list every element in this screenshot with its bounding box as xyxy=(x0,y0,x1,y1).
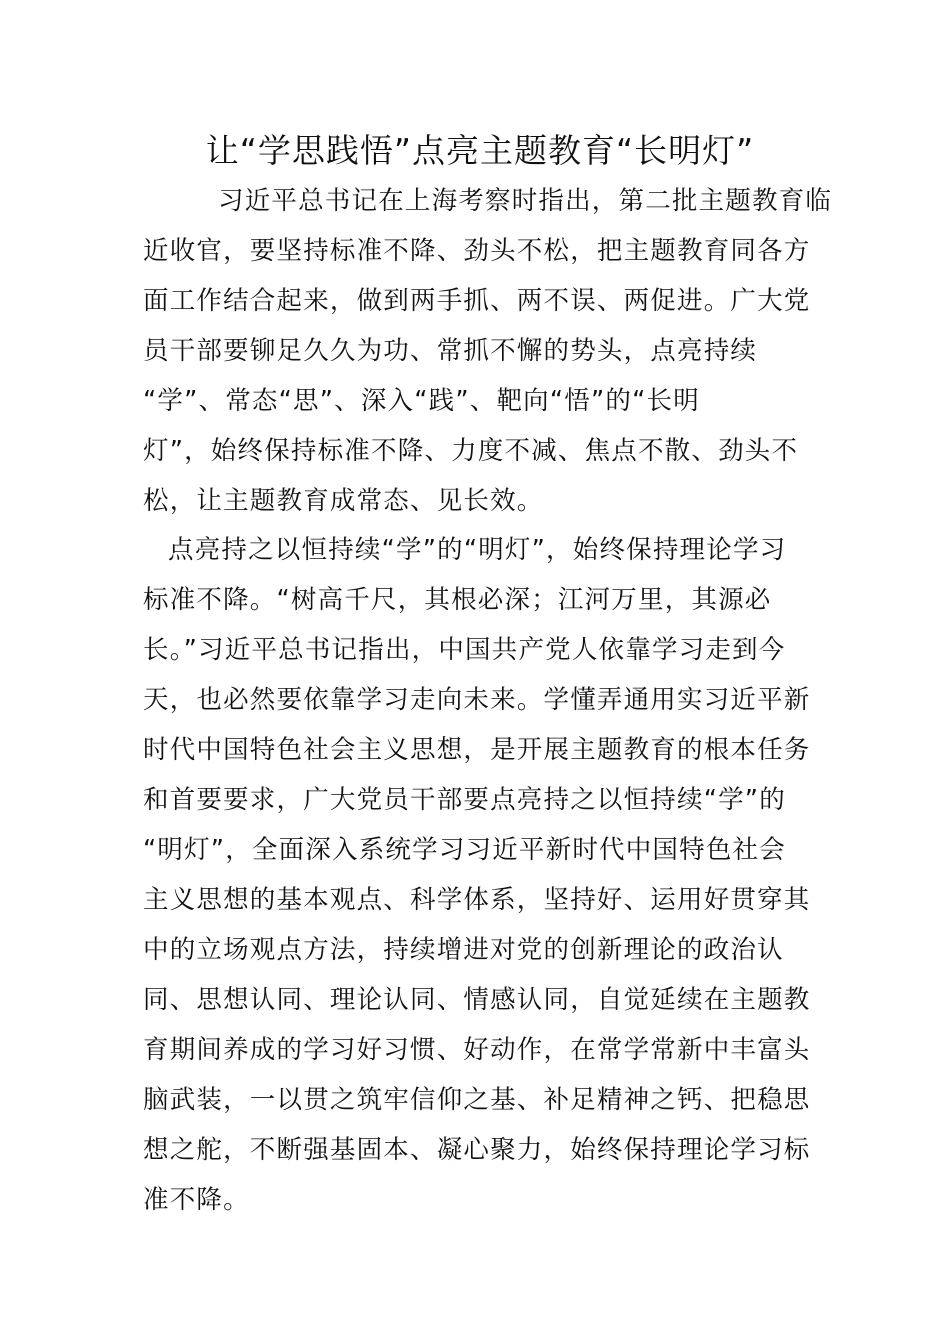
paragraph-line: 天，也必然要依靠学习走向未来。学懂弄通用实习近平新 xyxy=(143,685,811,715)
paragraph-line: 员干部要铆足久久为功、常抓不懈的势头，点亮持续 xyxy=(143,336,758,366)
paragraph-line: “学”、常态“思”、深入“践”、靶向“悟”的“长明 xyxy=(143,386,700,416)
paragraph-line: 中的立场观点方法，持续增进对党的创新理论的政治认 xyxy=(143,935,784,965)
paragraph-line: 长。”习近平总书记指出，中国共产党人依靠学习走到今 xyxy=(143,635,786,665)
paragraph-line: “明灯”，全面深入系统学习习近平新时代中国特色社会 xyxy=(143,835,786,865)
paragraph-line: 准不降。 xyxy=(143,1185,250,1215)
paragraph-line: 育期间养成的学习好习惯、好动作，在常学常新中丰富头 xyxy=(143,1035,811,1065)
paragraph-line: 标准不降。“树高千尺，其根必深；江河万里，其源必 xyxy=(143,585,772,615)
paragraph-1 xyxy=(143,176,833,526)
paragraph-line: 想之舵，不断强基固本、凝心聚力，始终保持理论学习标 xyxy=(143,1135,811,1165)
paragraph-line: 习近平总书记在上海考察时指出，第二批主题教育临 xyxy=(218,186,833,216)
paragraph-line: 主义思想的基本观点、科学体系，坚持好、运用好贯穿其 xyxy=(143,885,811,915)
paragraph-line: 松，让主题教育成常态、见长效。 xyxy=(143,486,544,516)
paragraph-line: 面工作结合起来，做到两手抓、两不误、两促进。广大党 xyxy=(143,286,811,316)
paragraph-line: 时代中国特色社会主义思想，是开展主题教育的根本任务 xyxy=(143,735,811,765)
paragraph-line: 和首要要求，广大党员干部要点亮持之以恒持续“学”的 xyxy=(143,785,786,815)
paragraph-line: 灯”，始终保持标准不降、力度不减、焦点不散、劲头不 xyxy=(143,436,799,466)
paragraph-2 xyxy=(143,525,813,1225)
paragraph-line: 同、思想认同、理论认同、情感认同，自觉延续在主题教 xyxy=(143,985,811,1015)
document-title: 让“学思践悟”点亮主题教育“长明灯” xyxy=(205,131,755,170)
paragraph-line: 近收官，要坚持标准不降、劲头不松，把主题教育同各方 xyxy=(143,236,811,266)
paragraph-line: 脑武装，一以贯之筑牢信仰之基、补足精神之钙、把稳思 xyxy=(143,1085,811,1115)
paragraph-line: 点亮持之以恒持续“学”的“明灯”，始终保持理论学习 xyxy=(168,535,787,565)
